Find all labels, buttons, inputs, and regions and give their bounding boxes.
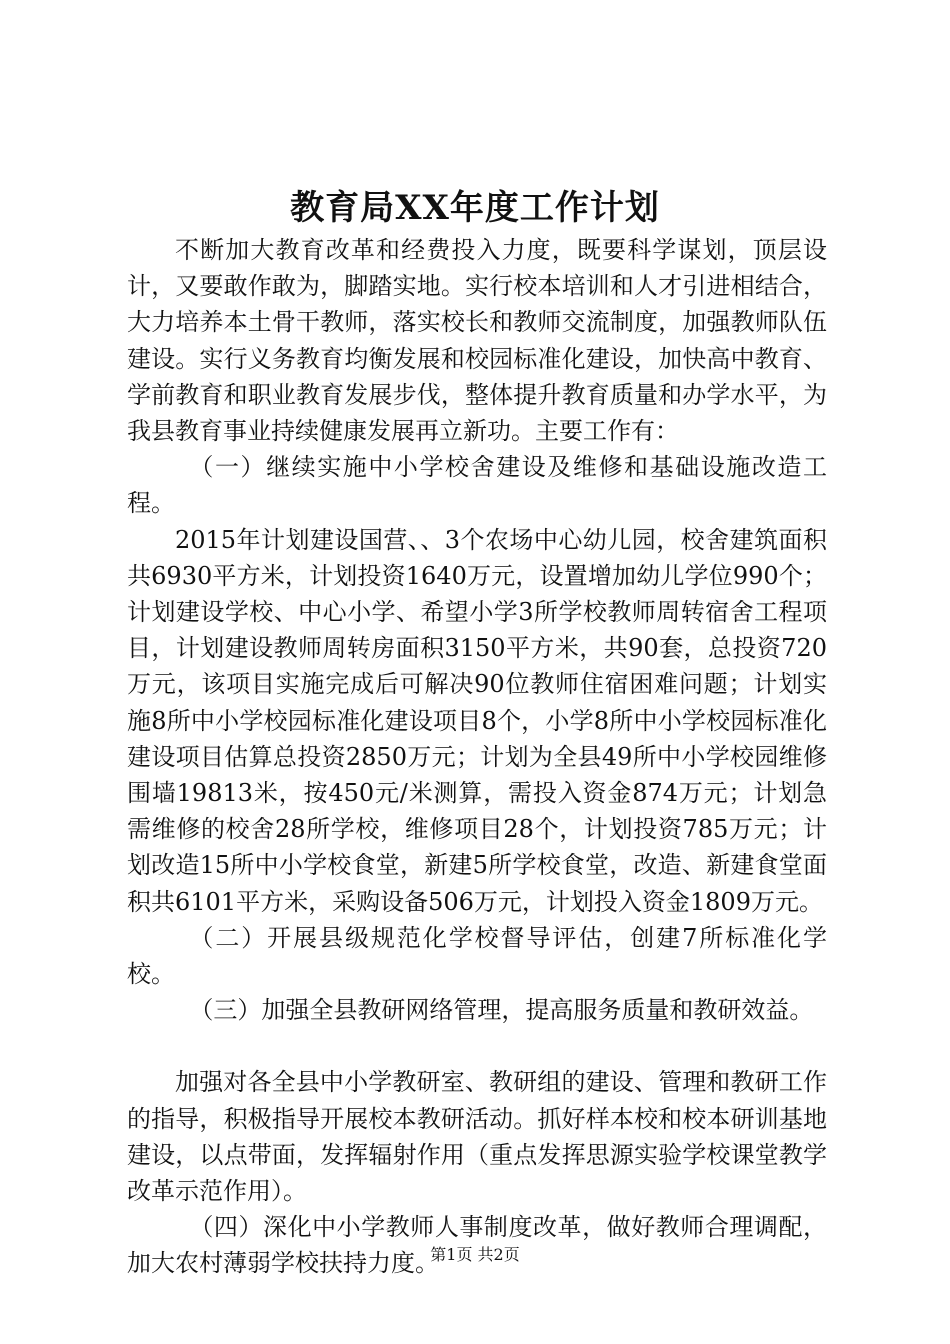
section-heading-3: （三）加强全县教研网络管理，提高服务质量和教研效益。 [189, 996, 814, 1025]
paragraph-research-management: 加强对各全县中小学教研室、教研组的建设、管理和教研工作的指导，积极指导开展校本教研活动。抓好样本校和校本研训基地建设，以点带面，发挥辐射作用（重点发挥思源实验学校课堂教学改革示范作用）。 [127, 1068, 827, 1206]
section-heading-4: （四）深化中小学教师人事制度改革，做好教师合理调配，加大农村薄弱学校扶持力度。 [127, 1213, 827, 1278]
document-body [127, 232, 827, 1282]
page-number-footer: 第1页 共2页 [430, 1245, 520, 1264]
paragraph-construction-plan: 2015年计划建设国营、、3个农场中心幼儿园，校舍建筑面积共6930平方米，计划投资1640万元，设置增加幼儿学位990个；计划建设学校、中心小学、希望小学3所学校教师周转宿舍工程项目，计划建设教师周转房面积3150平方米，共90套，总投资720万元，该项目实施完成后可解决90位教师住宿困难问题；计划实施8所中小学校园标准化建设项目8个，小学8所中小学校园标准化建设项目估算总投资2850万元；计划为全县49所中小学校园维修围墙19813米，按450元/米测算，需投入资金874万元；计划急需维修的校舍28所学校，维修项目28个，计划投资785万元；计划改造15所中小学校食堂，新建5所学校食堂，改造、新建食堂面积共6101平方米，采购设备506万元，计划投入资金1809万元。 [127, 525, 827, 916]
section-heading-2: （二）开展县级规范化学校督导评估，创建7所标准化学校。 [127, 923, 827, 989]
section-heading-1: （一）继续实施中小学校舍建设及维修和基础设施改造工程。 [127, 453, 827, 518]
document-title: 教育局XX年度工作计划 [290, 188, 660, 228]
paragraph-intro: 不断加大教育改革和经费投入力度，既要科学谋划，顶层设计，又要敢作敢为，脚踏实地。实行校本培训和人才引进相结合，大力培养本土骨干教师，落实校长和教师交流制度，加强教师队伍建设。实行义务教育均衡发展和校园标准化建设，加快高中教育、学前教育和职业教育发展步伐，整体提升教育质量和办学水平，为我县教育事业持续健康发展再立新功。主要工作有： [127, 236, 827, 446]
